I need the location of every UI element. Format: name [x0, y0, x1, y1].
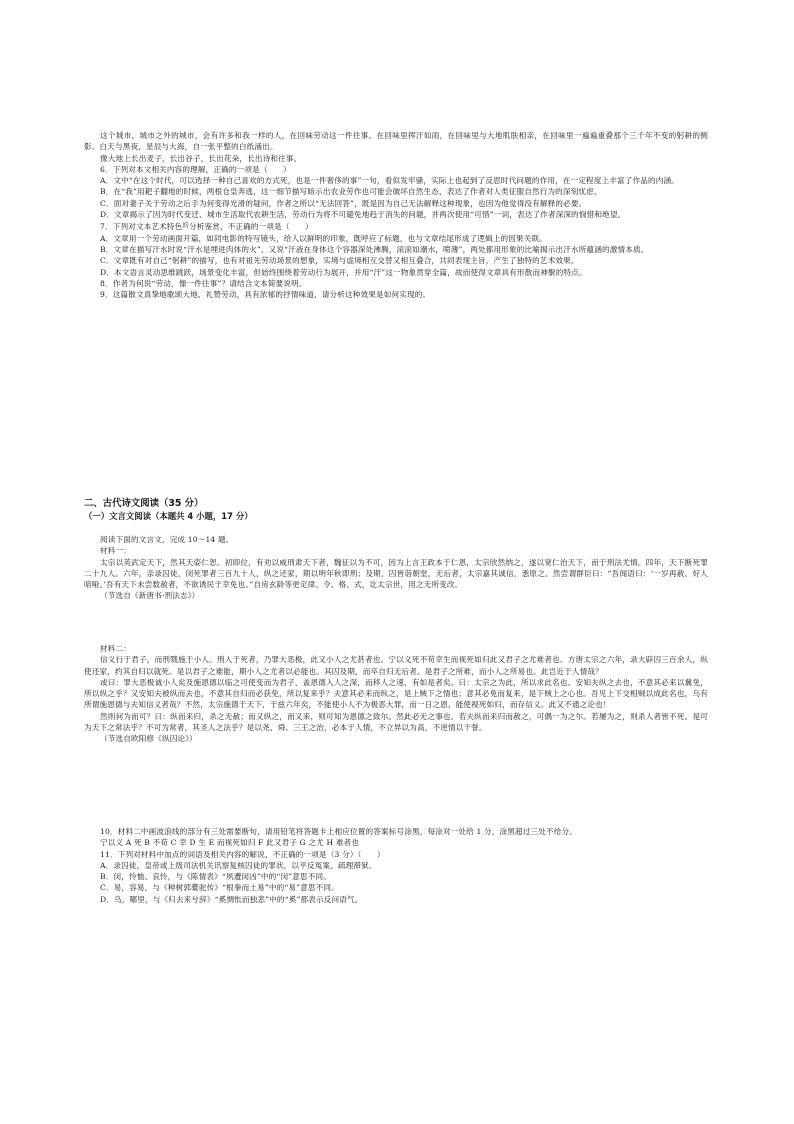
material-two-paragraph: 然则何为而可？曰：纵而来归，杀之无赦；而又纵之，而又来，则可知为恩德之致尔。然此必无之事也。若夫纵而来归而赦之，可偶一为之尔。若屡为之，则杀人者皆不死。是可为天下之常法乎？不可为常者，其圣人之法乎？是以尧、舜、三王之治，必本于人情，不立异以为高，不逆情以干誉。 [84, 711, 708, 733]
classical-material-one [84, 534, 708, 602]
option-7b: B．文章在描写汗水时说“汗水是埋进肉体的火”，又说“汗液在身体这个容器深处沸腾，滚滚如潮水，喷薄”，两处都用形象的比喻揭示出汗水所蕴涵的激情本质。 [100, 244, 649, 254]
classical-intro: 阅读下面的文言文，完成 10～14 题。 [100, 535, 234, 544]
section-title: 二、古代诗文阅读（35 分） [84, 498, 204, 509]
classical-material-two [84, 643, 708, 745]
option-6c: C．面对妻子关于劳动之后手为何变得光滑的疑问，作者之所以“无法回答”，既是因为自己无法解释这种现象，也因为他觉得没有解释的必要。 [100, 198, 587, 208]
option-11b: B．闵，怜恤、哀怜，与《陈情表》“夙遭闵凶”中的“闵”意思不同。 [100, 872, 331, 882]
material-one-source: （节选自《新唐书·刑法志》） [100, 591, 200, 601]
subsection-title: （一）文言文阅读（本题共 4 小题，17 分） [84, 511, 253, 521]
option-6a: A．文中“在这个时代，可以选择一种自己喜欢的方式死，也是一件奢侈的事”一句，看似发牢骚，实际上也起到了反思时代问题的作用，在一定程度上丰富了作品的内涵。 [100, 176, 679, 186]
material-one-label: 材料一： [100, 546, 131, 556]
question-7 [84, 220, 708, 232]
material-two-paragraph: 或曰：罪大恶极诚小人矣及施恩德以临之可使变而为君子，盖恩德入人之深，而移人之速，有如是者矣。曰：太宗之为此，所以求此名也。安知夫纵之去也，不意其必来以冀免，所以纵之乎？又安知夫被纵而去也，不意其自归而必获免，所以复来乎？夫意其必来而纵之，是上贼下之情也；意其必免而复来，是下贼上之心也。吾见上下交相贼以成此名也，乌有所谓施恩德与夫知信义者哉？不然，太宗施德于天下，于兹六年矣，不能使小人不为极恶大罪，而一日之恩，能使视死如归，而存信义。此又不通之论也！ [84, 677, 708, 710]
material-one-text: 太宗以英武定天下，然其天姿仁恕。初即位，有劝以威刑肃天下者，魏征以为不可，因为上言王政本于仁恩，太宗欣然纳之，遂以宽仁治天下，而于刑法尤慎。四年，天下断死罪二十九人。六年，亲录囚徒，闵死罪者三百九十人，纵之还家，期以明年秋即刑；及期，囚皆诣朝堂，无后者，太宗嘉其诚信，悉原之。然尝谓群臣曰：“吾闻语曰：‘一岁再赦，好人喑哑。’吾有天下未尝数赦者，不欲诱民于幸免也。”自房玄龄等更定律、令、格、式，讫太宗世，用之无所变改。 [84, 557, 708, 590]
option-6b: B．在“我”用耙子翻地的时候，两根仓皇奔逃，这一细节描写暗示出农业劳作也可能会破坏自然生态，表达了作者对人类征服自然行为的深刻忧虑。 [100, 187, 602, 197]
question-7-text-b: 分析鉴赏，不正确的一项是（ ） [188, 222, 313, 232]
classical-questions [84, 826, 708, 905]
material-two-source: （节选自欧阳修《纵囚论》） [100, 734, 197, 744]
question-6: 6．下列对本文相关内容的理解，正确的一项是（ ） [100, 164, 291, 174]
modern-reading-block [84, 130, 708, 300]
material-two-label: 材料二： [100, 644, 131, 653]
option-7c: C．文章既有对自己“躬耕”的描写，也有对祖先劳动场景的想象，实境与虚境相互交替又相互叠合，共同表现主旨，产生了独特的艺术效果。 [100, 256, 579, 266]
question-7-text-a: 7．下列对文本艺术特色 [100, 222, 183, 232]
question-10-options: 宁以义 A 死 B 不苟 C 幸 D 生 E 而视死如归 F 此又君子 G 之尤 H 难者也 [100, 838, 360, 848]
passage-paragraph: 这个城市，城市之外的城市，会有许多和我一样的人，在回味劳动这一件往事。在回味里挥汗如雨，在回味里与大地肌肤相亲，在回味里一遍遍重叠那个三千年不变的躬耕的侧影。白天与黑夜，星辰与大海，自一张平整的白纸涌出。 [84, 131, 708, 152]
question-7-small-char: 的 [182, 221, 189, 230]
question-10: 10．材料二中画波浪线的部分有三处需要断句，请用铅笔将答题卡上相应位置的答案标号涂黑，每涂对一处给 1 分，涂黑超过三处不给分。 [100, 827, 577, 836]
option-7a: A．文章用一个劳动画面开篇，如同电影的特写镜头，给人以鲜明的印象，既呼应了标题，也与文章结尾形成了逻辑上的因果关联。 [100, 233, 548, 243]
section-heading-block [84, 497, 708, 528]
option-11c: C．易，容易，与《种树郭橐驼传》“根拳而土易”中的“易”意思不同。 [100, 883, 339, 893]
passage-paragraph: 像大地上长出麦子，长出谷子，长出花朵，长出诗和往事。 [100, 153, 302, 163]
question-8: 8．作者为何说“劳动，像一件往事”？请结合文本简要说明。 [100, 278, 307, 288]
option-11d: D．乌，哪里，与《归去来兮辞》“奚惆怅而独悲”中的“奚”都表示反问语气。 [100, 894, 363, 904]
option-7d: D．本文语言灵动思维跳跃，场景变化丰富，但始终围绕着劳动行为展开，并用“汗”这一物象贯穿全篇，故而使得文章具有形散而神聚的特点。 [100, 267, 587, 277]
material-two-paragraph: 信义行于君子，而刑戮施于小人。刑入于死者，乃罪大恶极，此又小人之尤甚者也。宁以义死不苟幸生而视死如归此又君子之尤难者也。方唐太宗之六年，录大辟囚三百余人，纵使还家，约其自归以就死。是以君子之难能，期小人之尤者以必能也。其囚及期，而卒自归无后者。是君子之所难，而小人之所易也。此岂近于人情哉？ [84, 655, 708, 676]
question-9: 9．这篇散文真挚地歌颂大地、礼赞劳动，具有浓郁的抒情味道，请分析这种效果是如何实现的。 [100, 290, 431, 300]
question-11: 11．下列对材料中加点的词语及相关内容的解说，不正确的一项是（3 分）（ ） [100, 849, 385, 859]
option-11a: A．录囚徒，皇帝或上级司法机关讯察复核囚徒的罪状，以平反冤案、疏理滞狱。 [100, 860, 377, 870]
option-6d: D．文章揭示了因为时代变迁、城市生活取代农耕生活，劳动行为将不可避免地趋于消失的问题，并两次使用“可惜”一词，表达了作者深深的悯惜和绝望。 [100, 210, 626, 220]
